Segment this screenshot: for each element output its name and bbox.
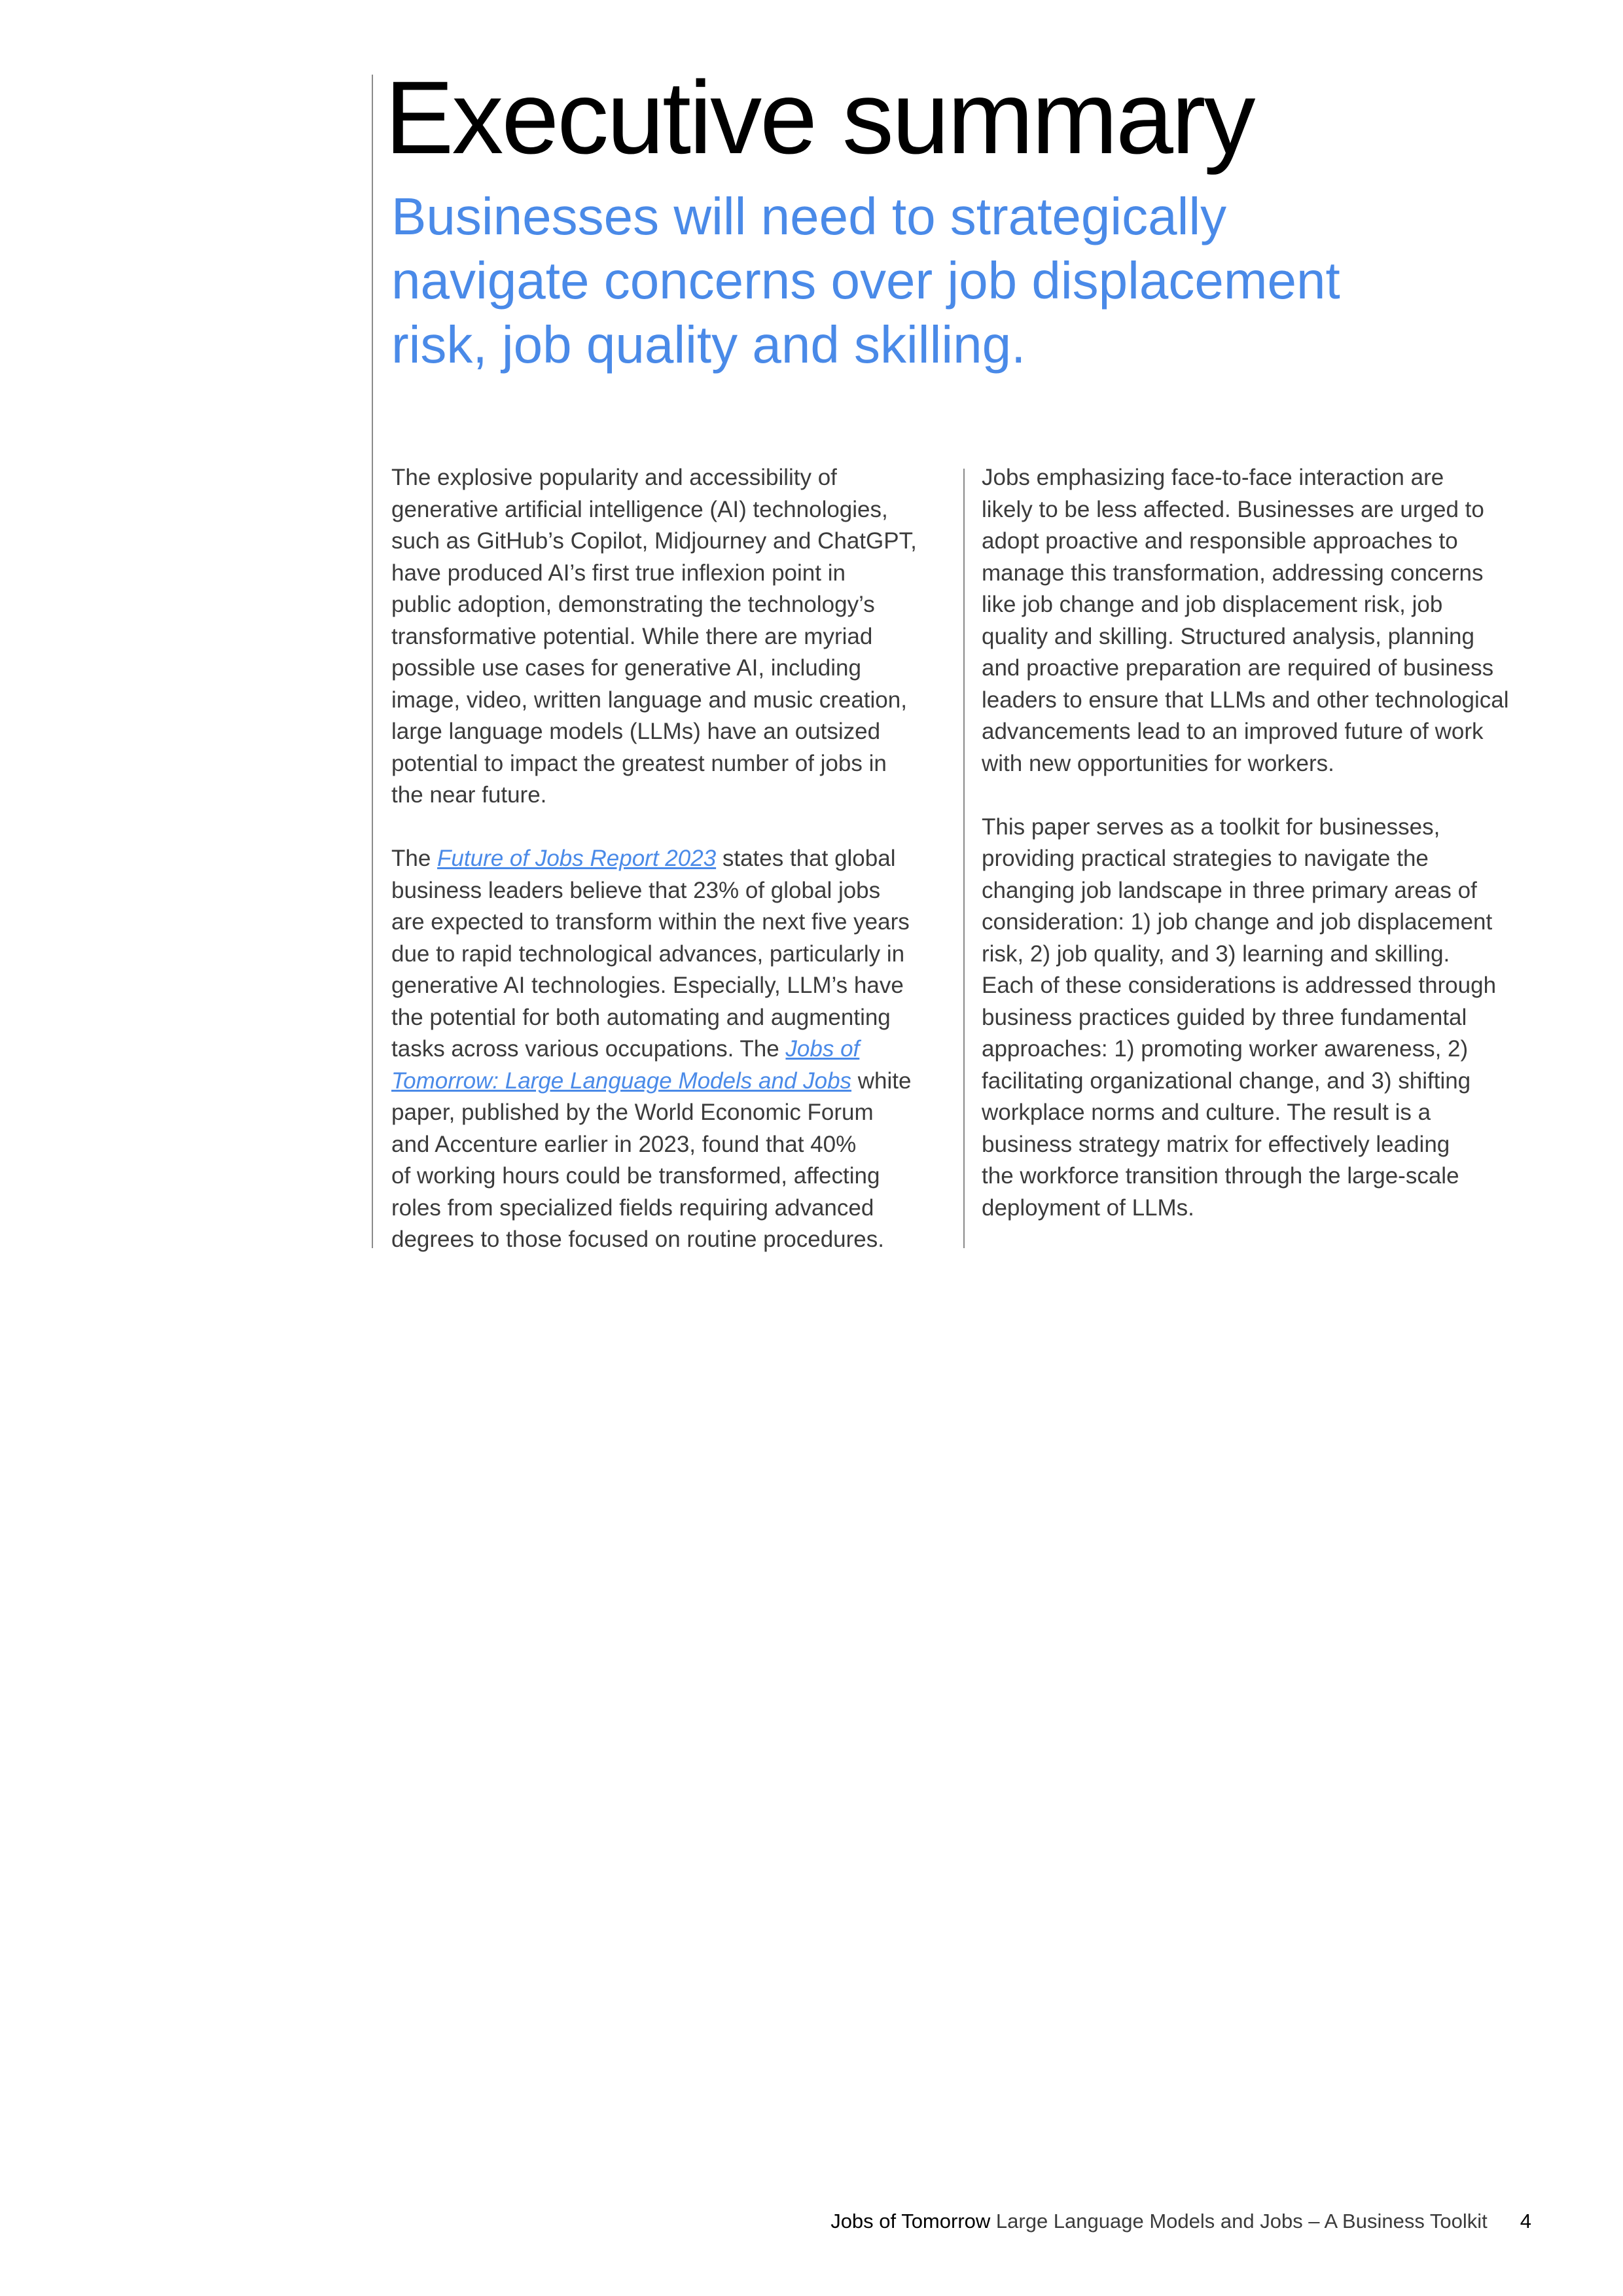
text-line: possible use cases for generative AI, including bbox=[391, 655, 861, 681]
text-line: risk, 2) job quality, and 3) learning and skilling. bbox=[982, 941, 1450, 967]
text-line bbox=[391, 1033, 961, 1066]
text-line: generative AI technologies. Especially, LLM’s have bbox=[391, 973, 904, 998]
text-line: business strategy matrix for effectively leading bbox=[982, 1131, 1450, 1157]
column-divider-rule bbox=[963, 469, 965, 1248]
text-line: image, video, written language and music creation, bbox=[391, 687, 907, 713]
text-line: of working hours could be transformed, affecting bbox=[391, 1163, 880, 1189]
text-line: degrees to those focused on routine procedures. bbox=[391, 1227, 884, 1252]
text-line: potential to impact the greatest number of jobs in bbox=[391, 750, 887, 776]
footer-title: Large Language Models and Jobs – A Business Toolkit bbox=[990, 2210, 1488, 2233]
left-paragraph-2 bbox=[391, 843, 961, 1256]
page-title: Executive summary bbox=[385, 60, 1254, 175]
text-line bbox=[391, 843, 961, 875]
subtitle-line: navigate concerns over job displacement bbox=[391, 251, 1340, 310]
text-line: business practices guided by three fundamental bbox=[982, 1004, 1467, 1030]
text-line: the near future. bbox=[391, 782, 547, 808]
text-line: quality and skilling. Structured analysis, planning bbox=[982, 623, 1474, 649]
text-line: and Accenture earlier in 2023, found that 40% bbox=[391, 1131, 857, 1157]
page-number: 4 bbox=[1520, 2210, 1531, 2233]
text-line: approaches: 1) promoting worker awareness, 2) bbox=[982, 1036, 1469, 1062]
page-footer bbox=[830, 2208, 1531, 2234]
text-line: like job change and job displacement risk, job bbox=[982, 592, 1443, 617]
text-line: public adoption, demonstrating the technology’s bbox=[391, 592, 875, 617]
text-line: deployment of LLMs. bbox=[982, 1194, 1194, 1221]
text-line: the workforce transition through the large-scale bbox=[982, 1163, 1459, 1189]
header-vertical-rule bbox=[372, 75, 373, 1248]
text-line: facilitating organizational change, and 3) shifting bbox=[982, 1067, 1471, 1094]
text-line: providing practical strategies to navigate the bbox=[982, 846, 1429, 871]
jobs-of-tomorrow-link[interactable]: Jobs of bbox=[785, 1036, 860, 1062]
text-line: such as GitHub’s Copilot, Midjourney and ChatGPT, bbox=[391, 528, 917, 554]
text-fragment: The bbox=[391, 846, 438, 871]
text-line: leaders to ensure that LLMs and other technological bbox=[982, 687, 1509, 713]
text-line: paper, published by the World Economic Forum bbox=[391, 1100, 874, 1125]
page-subtitle bbox=[391, 185, 1412, 377]
right-paragraph-1 bbox=[982, 462, 1551, 780]
left-paragraph-1 bbox=[391, 462, 961, 812]
text-line: consideration: 1) job change and job displacement bbox=[982, 909, 1493, 935]
text-line: workplace norms and culture. The result is a bbox=[982, 1100, 1431, 1125]
text-line: have produced AI’s first true inflexion point in bbox=[391, 560, 846, 586]
jobs-of-tomorrow-link[interactable]: Tomorrow: Large Language Models and Jobs bbox=[391, 1067, 852, 1094]
text-line: due to rapid technological advances, particularly in bbox=[391, 941, 905, 967]
text-line: The explosive popularity and accessibility of bbox=[391, 465, 837, 490]
text-line: Jobs emphasizing face-to-face interaction are bbox=[982, 465, 1444, 490]
text-line: roles from specialized fields requiring advanced bbox=[391, 1194, 874, 1221]
future-of-jobs-report-link[interactable]: Future of Jobs Report 2023 bbox=[437, 846, 717, 871]
text-line: large language models (LLMs) have an outsized bbox=[391, 719, 881, 744]
footer-brand: Jobs of Tomorrow bbox=[830, 2210, 991, 2233]
text-line: manage this transformation, addressing concerns bbox=[982, 560, 1484, 586]
text-line bbox=[391, 1066, 961, 1098]
right-paragraph-2 bbox=[982, 812, 1551, 1225]
text-line: advancements lead to an improved future of work bbox=[982, 719, 1484, 744]
text-fragment: tasks across various occupations. The bbox=[391, 1036, 786, 1062]
text-line: business leaders believe that 23% of global jobs bbox=[391, 877, 881, 903]
subtitle-line: Businesses will need to strategically bbox=[391, 187, 1227, 245]
text-line: transformative potential. While there are myriad bbox=[391, 623, 873, 649]
text-line: This paper serves as a toolkit for businesses, bbox=[982, 814, 1440, 840]
text-line: with new opportunities for workers. bbox=[982, 750, 1334, 776]
text-line: changing job landscape in three primary areas of bbox=[982, 877, 1477, 903]
text-line: likely to be less affected. Businesses are urged to bbox=[982, 496, 1484, 522]
text-fragment: white bbox=[851, 1067, 912, 1094]
text-line: Each of these considerations is addressed through bbox=[982, 973, 1497, 998]
text-line: are expected to transform within the next five years bbox=[391, 909, 910, 935]
right-column bbox=[982, 462, 1551, 1256]
text-line: generative artificial intelligence (AI) technologies, bbox=[391, 496, 888, 522]
text-line: the potential for both automating and augmenting bbox=[391, 1004, 891, 1030]
subtitle-line: risk, job quality and skilling. bbox=[391, 315, 1026, 374]
text-fragment: states that global bbox=[716, 846, 896, 871]
text-line: and proactive preparation are required of business bbox=[982, 655, 1494, 681]
left-column bbox=[391, 462, 961, 1287]
text-line: adopt proactive and responsible approaches to bbox=[982, 528, 1458, 554]
